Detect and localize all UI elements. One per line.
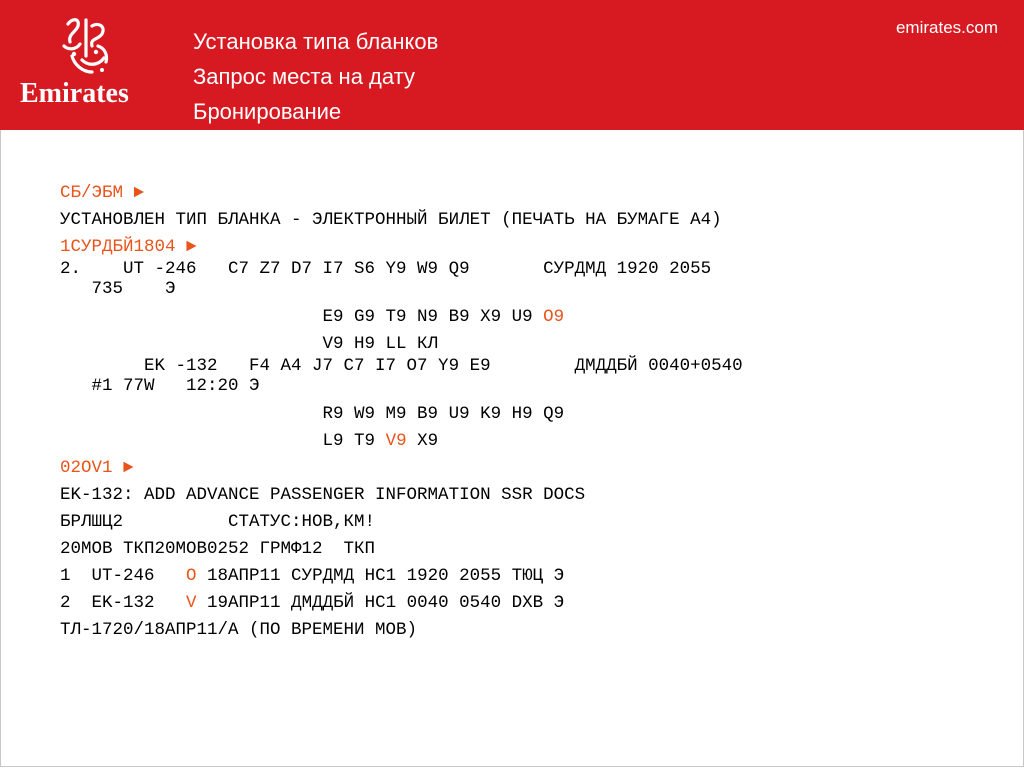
slide-titles (193, 24, 438, 129)
response-line: R9 W9 M9 B9 U9 K9 H9 Q9 (60, 404, 565, 424)
terminal-output (60, 180, 1000, 644)
emirates-logo (0, 0, 170, 130)
response-line (60, 428, 1000, 455)
command-line: 1СУРДБЙ1804 ► (60, 237, 197, 257)
response-line (60, 563, 1000, 590)
response-line: 735 Э (60, 279, 176, 299)
line-text: 2 EK-132 (60, 593, 187, 613)
line-text: L9 T9 (60, 431, 386, 451)
line-text: 18АПР11 СУРДМД НС1 1920 2055 ТЮЦ Э (196, 566, 565, 586)
response-line: УСТАНОВЛЕН ТИП БЛАНКА - ЭЛЕКТРОННЫЙ БИЛЕТ (ПЕЧАТЬ НА БУМАГЕ А4) (60, 210, 722, 230)
title-line-1: Установка типа бланков (193, 29, 439, 54)
site-url: emirates.com (895, 18, 998, 37)
highlighted-class: V9 (385, 431, 407, 451)
response-line (60, 304, 1000, 331)
response-line: 20МОВ ТКП20МОВ0252 ГРМФ12 ТКП (60, 539, 376, 559)
logo-wordmark: Emirates (20, 78, 129, 109)
response-line: БРЛШЦ2 СТАТУС:НОВ,КМ! (60, 512, 376, 532)
highlighted-class: O (186, 566, 197, 586)
title-line-2: Запрос места на дату (193, 64, 415, 89)
response-line: V9 H9 LL КЛ (60, 334, 439, 354)
response-line: 2. UT -246 C7 Z7 D7 I7 S6 Y9 W9 Q9 СУРДМД 1920 2055 (60, 259, 712, 279)
response-line: #1 77W 12:20 Э (60, 376, 260, 396)
highlighted-class: O9 (543, 307, 565, 327)
line-text: E9 G9 T9 N9 B9 X9 U9 (60, 307, 544, 327)
command-line: 02OV1 ► (60, 458, 134, 478)
command-line: СБ/ЭБМ ► (60, 183, 145, 203)
line-text: 19АПР11 ДМДДБЙ НС1 0040 0540 DXB Э (196, 593, 565, 613)
header-banner (0, 0, 1024, 130)
response-line: ТЛ-1720/18АПР11/А (ПО ВРЕМЕНИ МОВ) (60, 620, 418, 640)
line-text: 1 UT-246 (60, 566, 187, 586)
title-line-3: Бронирование (193, 99, 342, 124)
response-line: EK -132 F4 A4 J7 C7 I7 O7 Y9 E9 ДМДДБЙ 0040+0540 (60, 356, 743, 376)
emirates-calligraphy-icon (58, 16, 114, 78)
response-line: EK-132: ADD ADVANCE PASSENGER INFORMATION SSR DOCS (60, 485, 586, 505)
line-text: X9 (406, 431, 439, 451)
highlighted-class: V (186, 593, 197, 613)
response-line (60, 590, 1000, 617)
